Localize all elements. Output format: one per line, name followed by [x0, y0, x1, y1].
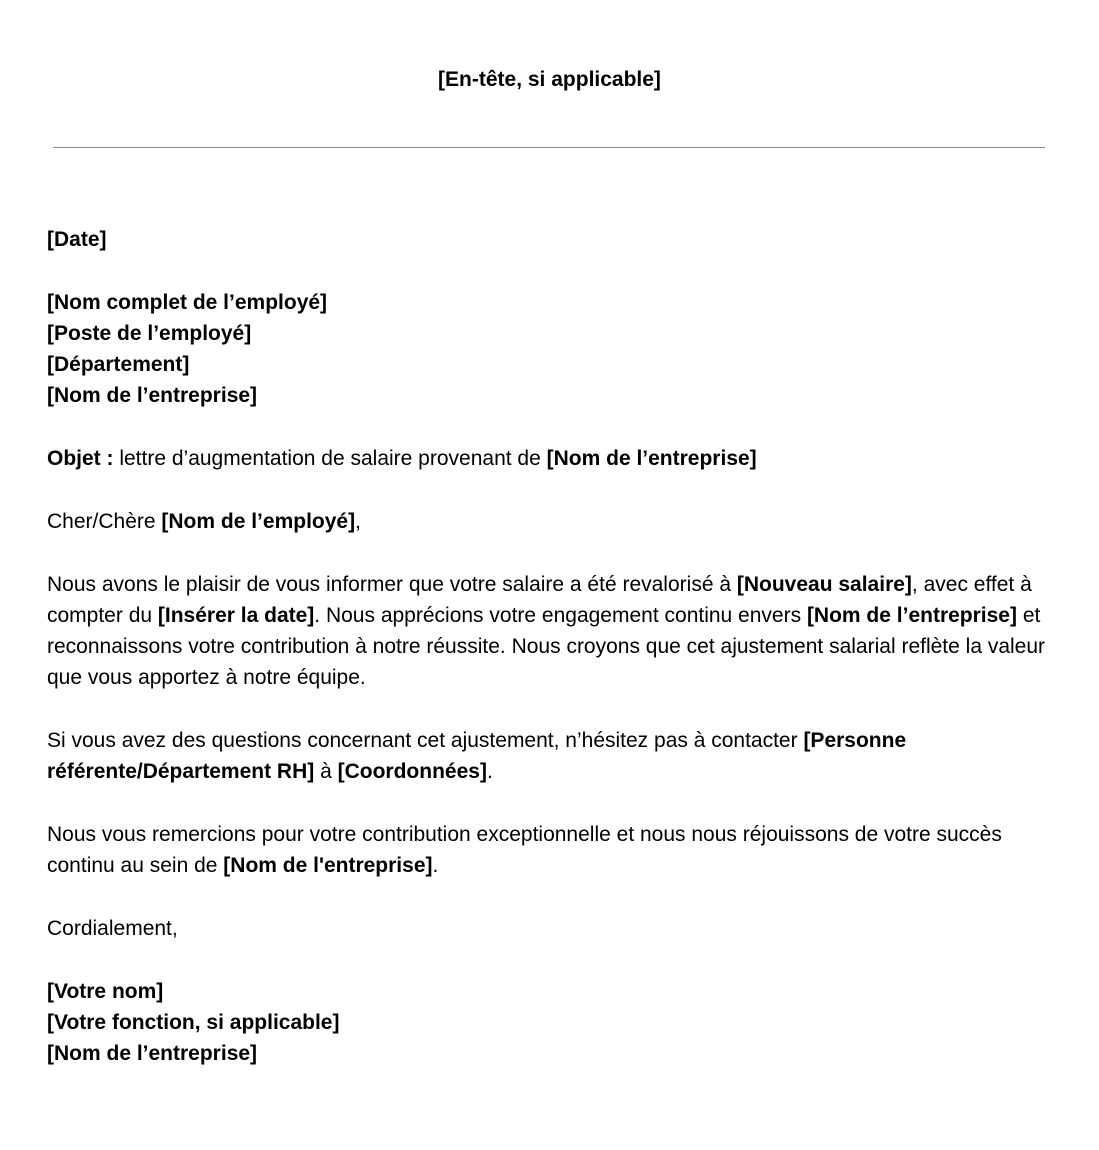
letterhead-title: [En-tête, si applicable]	[438, 68, 661, 91]
paragraph-text: , avec effet à compter du	[47, 573, 1032, 627]
contact-details-placeholder: [Coordonnées]	[337, 760, 487, 783]
greeting-salutation: Cher/Chère	[47, 510, 162, 533]
date-placeholder: [Date]	[47, 228, 107, 251]
recipient-block	[47, 287, 1047, 411]
letter-body	[47, 224, 1047, 1101]
recipient-department: [Département]	[47, 353, 190, 376]
paragraph-thanks	[47, 819, 1047, 881]
subject-text: lettre d’augmentation de salaire provenant de	[113, 447, 547, 470]
signature-company: [Nom de l’entreprise]	[47, 1042, 258, 1065]
paragraph-text: à	[314, 760, 338, 783]
company-placeholder: [Nom de l'entreprise]	[223, 854, 433, 877]
greeting-punct: ,	[355, 510, 361, 533]
paragraph-text: et reconnaissons votre contribution à notre réussite. Nous croyons que cet ajustement salarial reflète la valeur que vous apportez à notre équipe.	[47, 604, 1046, 689]
signature-name: [Votre nom]	[47, 980, 164, 1003]
signature-block	[47, 976, 1047, 1069]
closing: Cordialement,	[47, 917, 178, 940]
recipient-position: [Poste de l’employé]	[47, 322, 252, 345]
paragraph-text: Si vous avez des questions concernant cet ajustement, n’hésitez pas à contacter	[47, 729, 804, 752]
subject-label: Objet :	[47, 447, 114, 470]
paragraph-announcement	[47, 569, 1047, 693]
paragraph-text: .	[486, 760, 493, 783]
paragraph-contact	[47, 725, 1047, 787]
subject-company: [Nom de l’entreprise]	[546, 447, 757, 470]
effective-date-placeholder: [Insérer la date]	[157, 604, 315, 627]
recipient-company: [Nom de l’entreprise]	[47, 384, 258, 407]
paragraph-text: Nous avons le plaisir de vous informer que votre salaire a été revalorisé à	[47, 573, 737, 596]
company-placeholder: [Nom de l’entreprise]	[806, 604, 1017, 627]
new-salary-placeholder: [Nouveau salaire]	[736, 573, 912, 596]
paragraph-text: Nous vous remercions pour votre contribution exceptionnelle et nous nous réjouissons de votre succès continu au sein de	[47, 823, 1002, 877]
paragraph-text: . Nous apprécions votre engagement continu envers	[314, 604, 807, 627]
recipient-name: [Nom complet de l’employé]	[47, 291, 328, 314]
contact-person-placeholder: [Personne référente/Département RH]	[47, 729, 907, 783]
paragraph-text: .	[432, 854, 439, 877]
letter-date	[47, 224, 1047, 255]
subject-line	[47, 443, 1047, 474]
header-divider	[53, 147, 1045, 148]
greeting-name: [Nom de l’employé]	[161, 510, 356, 533]
greeting	[47, 506, 1047, 537]
signature-role: [Votre fonction, si applicable]	[47, 1011, 340, 1034]
